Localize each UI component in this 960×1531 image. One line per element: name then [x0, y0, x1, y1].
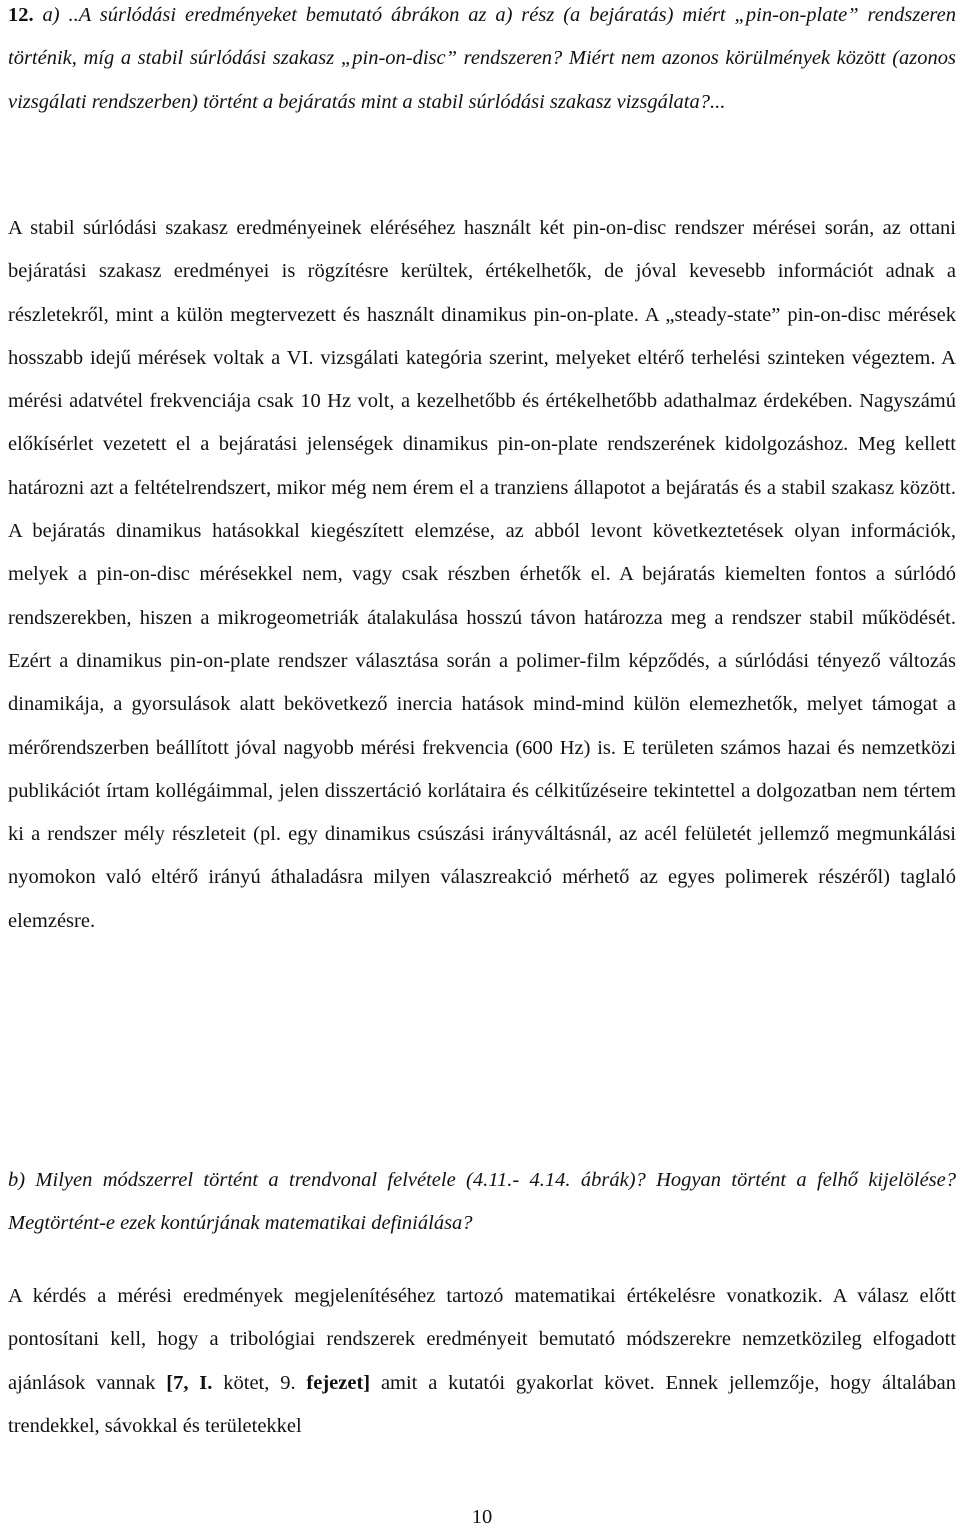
reference-citation-end: fejezet] — [306, 1371, 371, 1394]
page-number: 10 — [471, 1506, 493, 1528]
reference-citation-middle: kötet, 9. — [212, 1371, 307, 1394]
answer-12b-text-before: A kérdés a mérési eredmények megjelenítéséhez tartozó matematikai értékelésre vonatkozik. A válasz előtt pontosítani kell, hogy a tribológiai rendszerek eredményeit bemutató módszerekre nemzetközileg elfogadott ajánlások vannak — [8, 1285, 956, 1394]
question-number: 12. — [8, 4, 34, 26]
answer-12b — [8, 1275, 956, 1448]
question-12b: b) Milyen módszerrel történt a trendvonal felvétele (4.11.- 4.14. ábrák)? Hogyan történt a felhő kijelölése? Megtörtént-e ezek kontúrjának matematikai definiálása? — [8, 1169, 956, 1235]
question-12a-text: a) ..A súrlódási eredményeket bemutató ábrákon az a) rész (a bejáratás) miért „pin-on-plate” rendszeren történik, míg a stabil súrlódási szakasz „pin-on-disc” rendszeren? Miért nem azonos körülmények között (azonos vizsgálati rendszerben) történt a bejáratás mint a stabil súrlódási szakasz vizsgálata?... — [8, 4, 956, 113]
document-page — [8, 0, 956, 1530]
reference-citation-start: [7, I. — [166, 1371, 213, 1394]
question-12a — [8, 0, 956, 124]
answer-12b-text-after: amit a kutatói gyakorlat követ. Ennek jellemzője, hogy általában trendekkel, sávokkal és területekkel — [8, 1371, 956, 1437]
answer-12a: A stabil súrlódási szakasz eredményeinek eléréséhez használt két pin-on-disc rendszer mérései során, az ottani bejáratási szakasz eredményei is rögzítésre kerültek, értékelhetők, de jóval kevesebb információt adnak a részletekről, mint a külön megtervezett és használt dinamikus pin-on-plate. A „steady-state” pin-on-disc mérések hosszabb idejű mérések voltak a VI. vizsgálati kategória szerint, melyeket eltérő terhelési szinteken végeztem. A mérési adatvétel frekvenciája csak 10 Hz volt, a kezelhetőbb és értékelhetőbb adathalmaz érdekében. Nagyszámú előkísérlet vezetett el a bejáratási jelenségek dinamikus pin-on-plate rendszerének kidolgozáshoz. Meg kellett határozni azt a feltételrendszert, mikor még nem érem el a tranziens állapotot a bejáratás és a stabil szakasz között. A bejáratás dinamikus hatásokkal kiegészített elemzése, az abból levont következtetések olyan információk, melyek a pin-on-disc mérésekkel nem, vagy csak részben érhetők el. A bejáratás kiemelten fontos a súrlódó rendszerekben, hiszen a mikrogeometriák átalakulása hosszú távon határozza meg a rendszer stabil működését. Ezért a dinamikus pin-on-plate rendszer választása során a polimer-film képződés, a súrlódási tényező változás dinamikája, a gyorsulások alatt bekövetkező inercia hatások mind-mind külön elemezhetők, melyet támogat a mérőrendszerben beállított jóval nagyobb mérési frekvencia (600 Hz) is. E területen számos hazai és nemzetközi publikációt írtam kollégáimmal, jelen disszertáció korlátaira és célkitűzéseire tekintettel a dolgozatban nem tértem ki a rendszer mély részleteit (pl. egy dinamikus csúszási irányváltásnál, az acél felületét jellemző megmunkálási nyomokon való eltérő irányú áthaladásra milyen válaszreakció mérhető az egyes polimerek részéről) taglaló elemzésre. — [8, 217, 956, 932]
